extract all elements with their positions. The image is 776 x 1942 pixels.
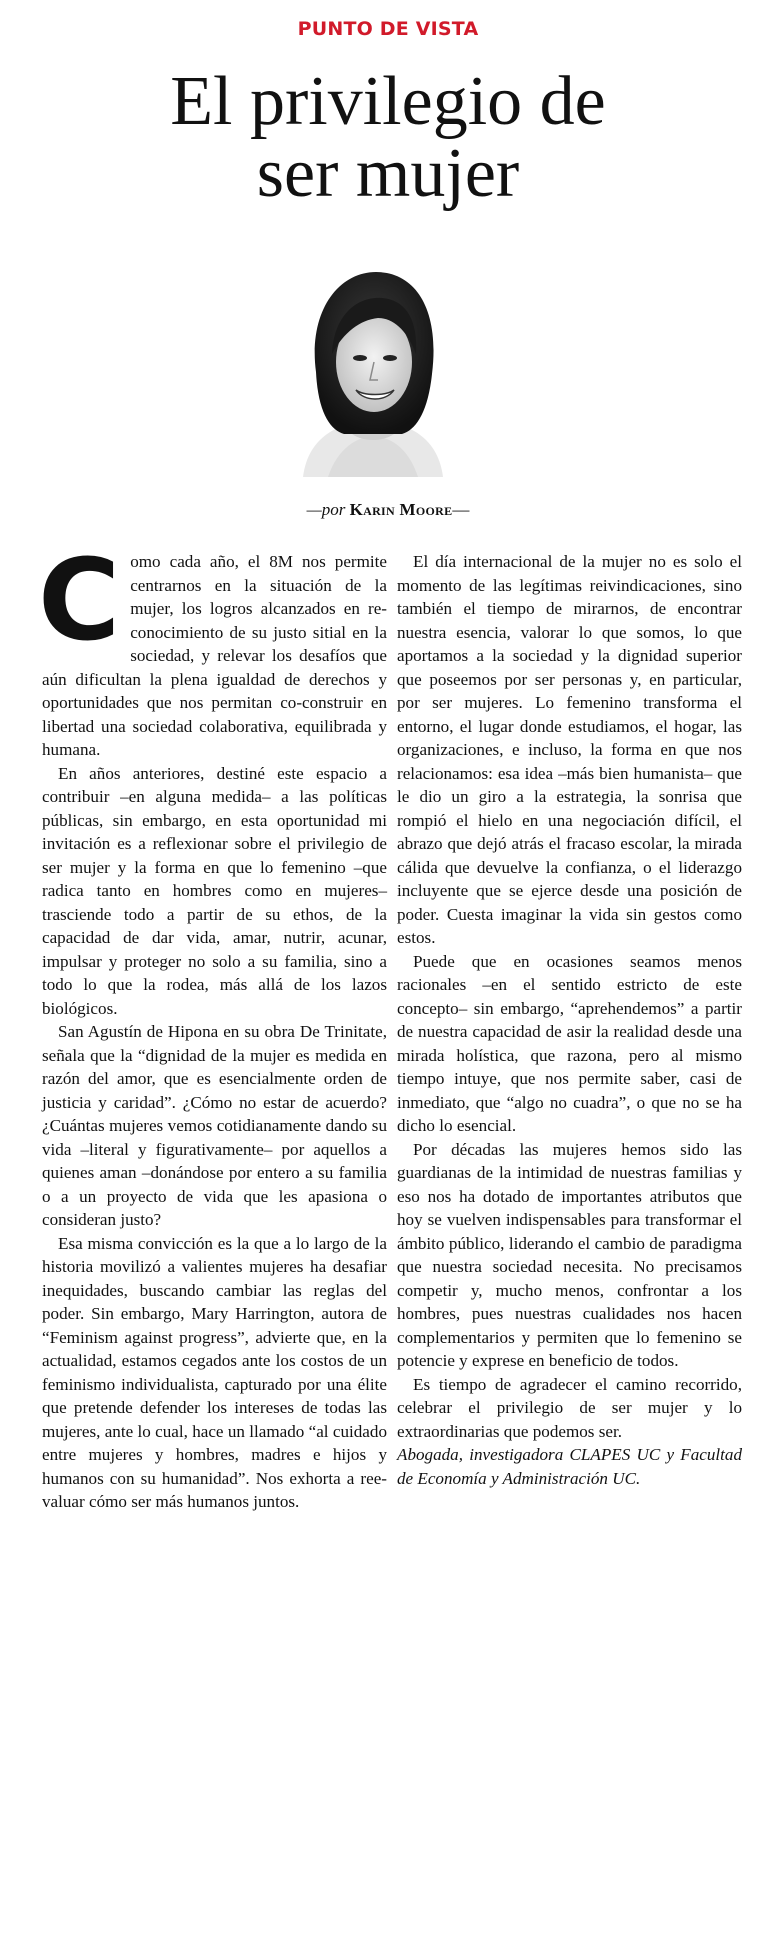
paragraph-2: En años anteriores, destiné este espacio a contribuir –en alguna medida– a las políticas públicas, sin embargo, en esta oportunidad mi invitación es a reflexionar sobre el privilegio de ser mujer y la forma en que lo femenino –que radica tanto en hombres como en mujeres– trasciende todo a partir de su ethos, de la capacidad de dar vida, amar, nutrir, acunar, impulsar y proteger no solo a su familia, sino a todo lo que la rodea, más allá de los lazos biológicos.: [42, 763, 387, 1018]
byline-suffix: —: [452, 500, 470, 519]
column-right: [397, 550, 742, 1490]
paragraph-8: Es tiempo de agradecer el camino recorrido, celebrar el privilegio de ser mujer y lo extraordinarias que podemos ser.: [397, 1374, 742, 1441]
drop-cap: C: [38, 536, 121, 666]
author-portrait: [298, 262, 448, 477]
headline-line-2: ser mujer: [256, 135, 520, 212]
byline: [0, 500, 776, 520]
paragraph-6: Puede que en ocasiones seamos menos racionales –en el sentido estricto de este concepto– sin embargo, “aprehendemos” a partir de nuestra capacidad de asir la realidad desde una mirada holística, que razona, pero al mismo tiempo intuye, que nos permite saber, casi de inmediato, que “algo no cuadra”, o que no se ha dicho lo esencial.: [397, 951, 742, 1135]
headline-line-1: El privilegio de: [170, 63, 606, 140]
headline: [0, 63, 776, 212]
author-name: Karin Moore: [349, 500, 453, 519]
paragraph-4: Esa misma convicción es la que a lo largo de la historia movilizó a valientes mujeres ha desafiar inequidades, buscando cambiar las reglas del poder. Sin embargo, Mary Harrington, autora de “Feminism against progress”, advierte que, en la actualidad, estamos cegados ante los costos de un feminismo individualista, capturado por una élite que pretende defender los intereses de todas las mujeres, ante lo cual, hace un llamado “al cuidado entre mujeres y hombres, madres e hijos y humanos con su humanidad”. Nos exhorta a reevaluar cómo ser más humanos juntos.: [42, 1233, 387, 1511]
byline-prefix: —por: [306, 500, 350, 519]
paragraph-1: [38, 536, 387, 762]
author-credentials: Abogada, investigadora CLAPES UC y Facultad de Economía y Administración UC.: [397, 1445, 742, 1488]
paragraph-3: San Agustín de Hipona en su obra De Trinitate, señala que la “dignidad de la mujer es medida en razón del amor, que es esencialmente orden de justicia y caridad”. ¿Cómo no estar de acuerdo? ¿Cuántas mujeres vemos cotidianamente dando su vida –literal y figurativamente– por aquellos a quienes aman –donándose por entero a su familia o a un proyecto de vida que les apasiona o consideran justo?: [42, 1022, 387, 1229]
column-left: [38, 536, 387, 1514]
section-label: PUNTO DE VISTA: [297, 18, 479, 40]
paragraph-7: Por décadas las mujeres hemos sido las guardianas de la intimidad de nuestras familias y eso nos ha dotado de importantes atributos que hoy se vuelven indispensables para transformar el ámbito público, liderando el cambio de paradigma que nuestra sociedad necesita. No precisamos competir y, mucho menos, confrontar a los hombres, pues nuestras cualidades nos hacen complementarios y permiten que lo femenino se potencie y exprese en beneficio de todos.: [397, 1139, 742, 1370]
author-portrait-icon: [298, 262, 448, 477]
paragraph-5: El día internacional de la mujer no es solo el momento de las legítimas reivindicaciones, sino también el tiempo de mirarnos, de encontrar nuestra esencia, valorar lo que somos, lo que aportamos a la sociedad y la dignidad superior que poseemos por ser personas y, en particular, por ser mujeres. Lo femenino transforma el entorno, el lugar donde estudiamos, el hogar, las organizaciones, e incluso, la forma en que nos relacionamos: esa idea –más bien humanista– que le dio un giro a la estrategia, la sonrisa que rompió el hielo en una negociación difícil, el abrazo que dejó atrás el fracaso escolar, la mirada cálida que devuelve la confianza, o el liderazgo incluyente que se ejerce desde una posición de poder. Cuesta imaginar la vida sin gestos como estos.: [397, 552, 742, 947]
paragraph-1-text: omo cada año, el 8M nos permite centrarnos en la situación de la mujer, los logros alcanzados en reconocimiento de su justo sitial en la sociedad, y relevar los desafíos que aún dificultan la plena igualdad de derechos y oportunidades que nos permitan co-construir en libertad una sociedad colaborativa, equilibrada y humana.: [42, 552, 387, 759]
